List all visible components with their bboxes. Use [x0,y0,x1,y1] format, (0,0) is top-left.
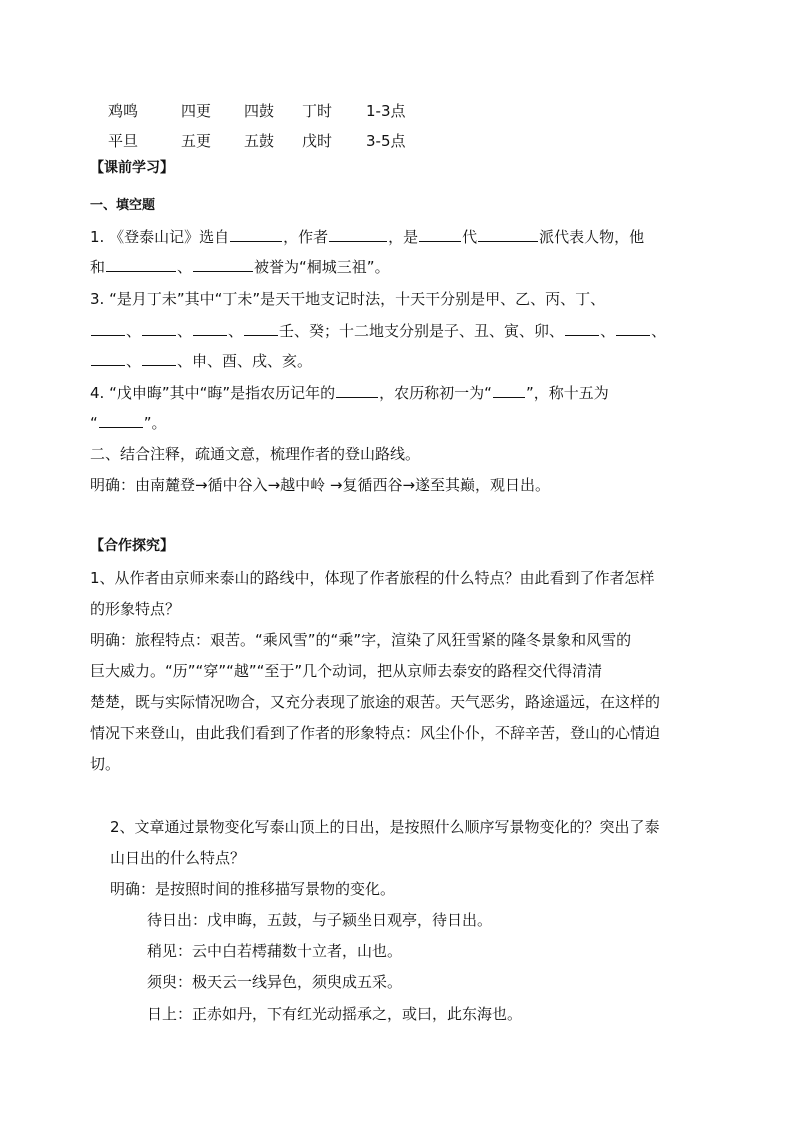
question-4-line-2 [90,412,167,433]
time-gu: 四鼓 [244,102,275,120]
time-geng: 五更 [181,132,212,150]
q3-text: 申、酉、戌、亥。 [192,352,313,370]
coop-q1-line: 1、从作者由京师来泰山的路线中，体现了作者旅程的什么特点？由此看到了作者怎样 [90,569,655,587]
coop-a1-line: 巨大威力。“历”“穿”“越”“至于”几个动词，把从京师去泰安的路程交代得清清 [90,662,603,680]
coop-a2-intro: 明确：是按照时间的推移描写景物的变化。 [110,880,396,898]
q3-text: 、 [228,322,244,340]
answer-blank[interactable] [230,226,282,242]
answer-blank[interactable] [193,320,227,336]
answer-blank[interactable] [478,226,538,242]
coop-q2-line: 山日出的什么特点？ [110,849,246,867]
answer-blank[interactable] [91,320,125,336]
question-3-line-1: 3. “是月丁未”其中“丁未”是天干地支记时法，十天干分别是甲、乙、丙、丁、 [90,290,606,308]
q1-text: ，作者 [283,228,329,246]
q4-text: ”，称十五为 [525,384,609,402]
answer-blank[interactable] [193,256,253,272]
q1-text: 代 [462,228,478,246]
q3-text: 、 [126,322,142,340]
coop-a2-item: 待日出：戊申晦，五鼓，与子颍坐日观亭，待日出。 [147,911,493,929]
coop-q1-line: 的形象特点？ [90,600,181,618]
fill-blank-heading: 一、填空题 [90,198,156,213]
time-name: 平旦 [108,132,139,150]
time-shi: 戊时 [302,132,333,150]
preclass-heading: 【课前学习】 [90,160,174,176]
answer-blank[interactable] [336,382,378,398]
coop-a1-line: 切。 [90,755,121,773]
answer-blank[interactable] [106,256,176,272]
coop-a1-line: 明确：旅程特点：艰苦。“乘风雪”的“乘”字，渲染了风狂雪紧的隆冬景象和风雪的 [90,631,632,649]
q3-text: 、 [177,322,193,340]
q1-text: 被誉为“桐城三祖”。 [254,258,390,276]
answer-blank[interactable] [244,320,278,336]
coop-q2-line: 2、文章通过景物变化写泰山顶上的日出，是按照什么顺序写景物变化的？突出了泰 [110,818,660,836]
time-shi: 丁时 [302,102,333,120]
question-4-line-1 [90,382,609,403]
question-3-line-3 [90,350,312,371]
q3-text: 、 [126,352,142,370]
answer-blank[interactable] [142,320,176,336]
answer-blank[interactable] [91,350,125,366]
q1-text: 、 [177,258,193,276]
coop-a2-item: 须臾：极天云一线异色，须臾成五采。 [147,973,403,991]
q1-text: ，是 [388,228,419,246]
time-hours: 1-3点 [366,102,406,120]
q1-text: 和 [90,258,106,276]
route-answer: 明确：由南麓登→循中谷入→越中岭 →复循西谷→遂至其巅，观日出。 [90,476,551,494]
q4-text: “ [90,414,98,432]
coop-a2-item: 日上：正赤如丹，下有红光动摇承之，或曰，此东海也。 [147,1005,523,1023]
q3-text: 、 [600,322,616,340]
time-name: 鸡鸣 [108,102,139,120]
answer-blank[interactable] [99,412,143,428]
q4-text: ，农历称初一为“ [379,384,492,402]
q3-text: 、 [651,322,667,340]
answer-blank[interactable] [493,382,525,398]
section-2-heading: 二、结合注释，疏通文意，梳理作者的登山路线。 [90,445,421,463]
question-3-line-2 [90,320,666,341]
coop-a1-line: 楚楚，既与实际情况吻合，又充分表现了旅途的艰苦。天气恶劣，路途遥远，在这样的 [90,693,661,711]
q4-text: 4. “戊申晦”其中“晦”是指农历记年的 [90,384,336,402]
time-gu: 五鼓 [244,132,275,150]
q3-text: 壬、癸；十二地支分别是子、丑、寅、卯、 [279,322,565,340]
q3-text: 、 [177,352,193,370]
q1-text: 派代表人物，他 [539,228,645,246]
question-1-line-2 [90,256,390,277]
question-1-line-1 [90,226,644,247]
answer-blank[interactable] [142,350,176,366]
coop-a1-line: 情况下来登山，由此我们看到了作者的形象特点：风尘仆仆，不辞辛苦，登山的心情迫 [90,724,661,742]
answer-blank[interactable] [329,226,387,242]
answer-blank[interactable] [419,226,461,242]
answer-blank[interactable] [565,320,599,336]
coop-heading: 【合作探究】 [90,538,174,554]
coop-a2-item: 稍见：云中白若樗蒱数十立者，山也。 [147,942,403,960]
time-geng: 四更 [181,102,212,120]
answer-blank[interactable] [616,320,650,336]
time-hours: 3-5点 [366,132,406,150]
q1-text: 1. 《登泰山记》选自 [90,228,230,246]
q4-text: ”。 [143,414,167,432]
